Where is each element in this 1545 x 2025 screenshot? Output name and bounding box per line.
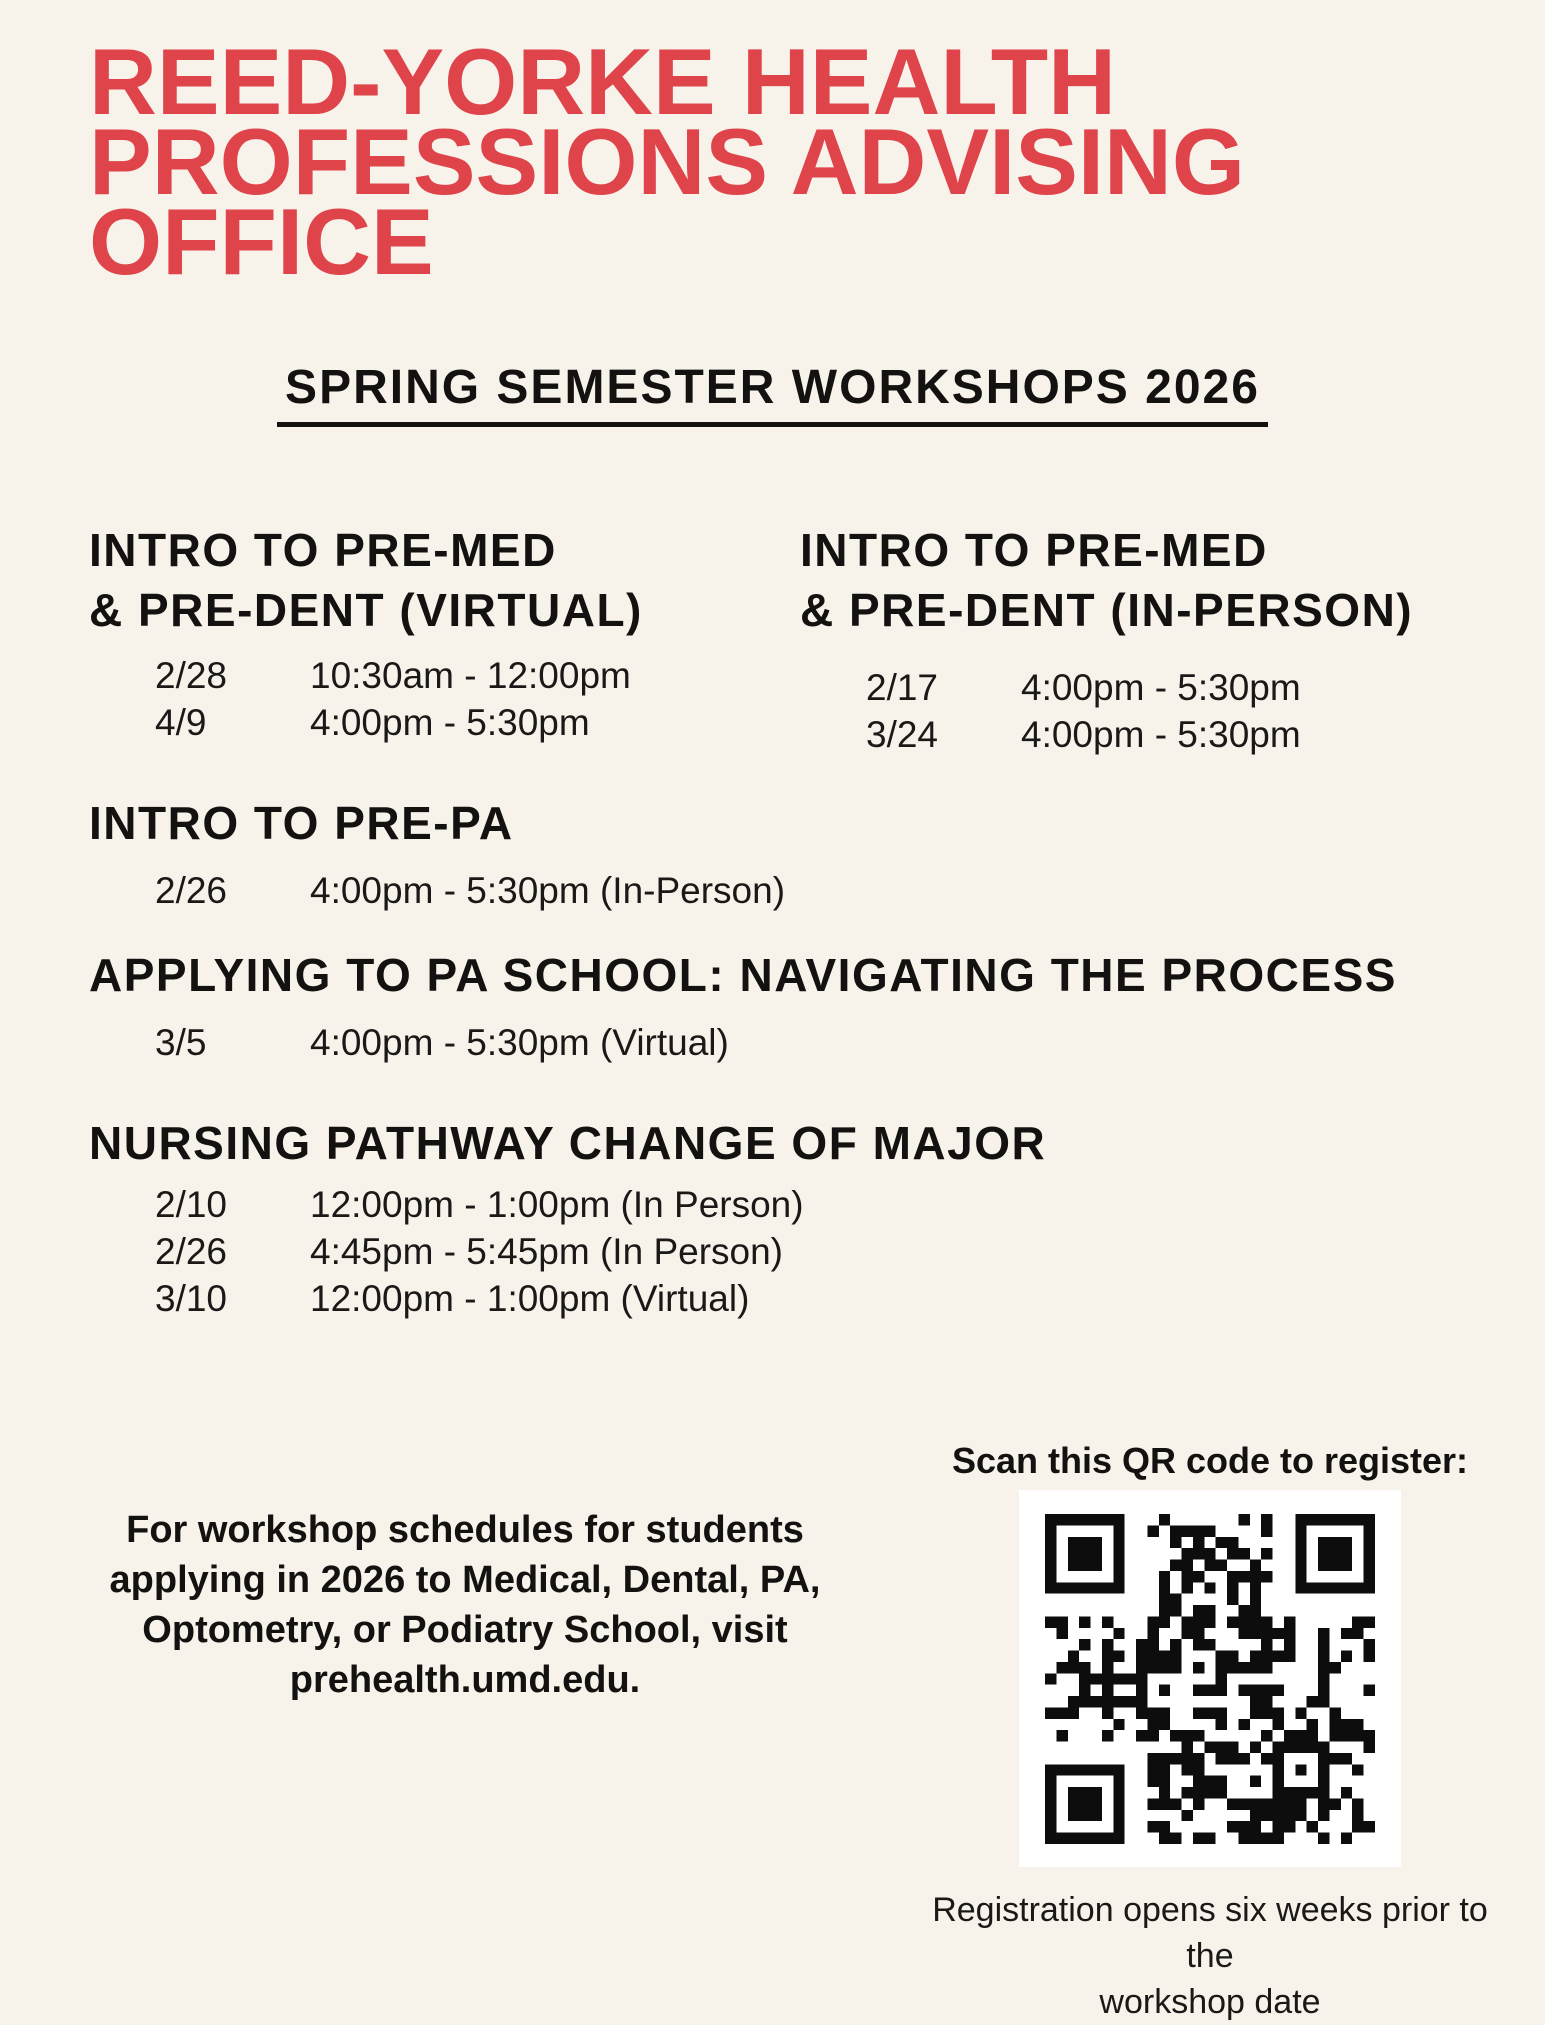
session-time: 4:00pm - 5:30pm bbox=[1021, 667, 1301, 708]
session-time: 4:00pm - 5:30pm (In-Person) bbox=[310, 870, 786, 911]
section-premed-predent-virtual bbox=[89, 520, 643, 746]
session-time: 10:30am - 12:00pm bbox=[310, 655, 631, 696]
qr-heading: Scan this QR code to register: bbox=[951, 1440, 1469, 1481]
info-line: prehealth.umd.edu. bbox=[289, 1659, 641, 1701]
session-date: 3/5 bbox=[155, 1022, 207, 1063]
session-date: 3/24 bbox=[866, 714, 939, 755]
qr-register-block bbox=[925, 1440, 1495, 2025]
qr-code-icon bbox=[1045, 1514, 1375, 1844]
page-title bbox=[89, 29, 1246, 294]
session-list bbox=[89, 652, 643, 746]
section-premed-predent-inperson bbox=[800, 520, 1413, 758]
session-row bbox=[155, 652, 643, 699]
session-list bbox=[89, 867, 785, 914]
session-row bbox=[155, 867, 785, 914]
session-time: 12:00pm - 1:00pm (Virtual) bbox=[310, 1278, 750, 1319]
session-row bbox=[155, 1019, 1397, 1066]
section-title: INTRO TO PRE-MED & PRE-DENT (VIRTUAL) bbox=[89, 524, 643, 636]
session-time: 4:45pm - 5:45pm (In Person) bbox=[310, 1231, 783, 1272]
session-row bbox=[155, 1228, 1046, 1275]
qr-caption bbox=[925, 1887, 1495, 2025]
session-time: 12:00pm - 1:00pm (In Person) bbox=[310, 1184, 804, 1225]
session-date: 2/26 bbox=[155, 1231, 228, 1272]
session-time: 4:00pm - 5:30pm (Virtual) bbox=[310, 1022, 729, 1063]
section-applying-pa-school bbox=[89, 945, 1397, 1066]
session-row bbox=[155, 1181, 1046, 1228]
subtitle-container bbox=[0, 360, 1545, 427]
section-title: INTRO TO PRE-PA bbox=[89, 797, 514, 849]
session-date: 2/10 bbox=[155, 1184, 228, 1225]
title-line-3: OFFICE bbox=[89, 189, 434, 294]
section-intro-pre-pa bbox=[89, 793, 785, 914]
session-date: 4/9 bbox=[155, 702, 207, 743]
session-date: 3/10 bbox=[155, 1278, 228, 1319]
session-date: 2/26 bbox=[155, 870, 228, 911]
info-line: For workshop schedules for students bbox=[126, 1509, 804, 1551]
session-date: 2/17 bbox=[866, 667, 939, 708]
section-title: INTRO TO PRE-MED & PRE-DENT (IN-PERSON) bbox=[800, 524, 1414, 636]
session-row bbox=[155, 1275, 1046, 1322]
subtitle: SPRING SEMESTER WORKSHOPS 2026 bbox=[277, 360, 1268, 427]
session-time: 4:00pm - 5:30pm bbox=[1021, 714, 1301, 755]
session-list bbox=[89, 1181, 1046, 1322]
info-paragraph bbox=[85, 1505, 845, 1705]
session-time: 4:00pm - 5:30pm bbox=[310, 702, 590, 743]
info-line: Optometry, or Podiatry School, visit bbox=[142, 1609, 788, 1651]
title-line-1: REED-YORKE HEALTH bbox=[89, 29, 1117, 134]
info-line: applying in 2026 to Medical, Dental, PA, bbox=[109, 1559, 821, 1601]
title-line-2: PROFESSIONS ADVISING bbox=[89, 109, 1246, 214]
section-title: NURSING PATHWAY CHANGE OF MAJOR bbox=[89, 1117, 1047, 1169]
qr-caption-line: Registration opens six weeks prior to the bbox=[932, 1891, 1488, 1975]
session-list bbox=[800, 664, 1413, 758]
session-row bbox=[866, 664, 1413, 711]
qr-caption-line: workshop date bbox=[1099, 1983, 1321, 2021]
session-list bbox=[89, 1019, 1397, 1066]
session-row bbox=[866, 711, 1413, 758]
section-nursing-pathway bbox=[89, 1113, 1046, 1322]
session-date: 2/28 bbox=[155, 655, 228, 696]
qr-code bbox=[1019, 1490, 1401, 1867]
session-row bbox=[155, 699, 643, 746]
section-title: APPLYING TO PA SCHOOL: NAVIGATING THE PROCESS bbox=[89, 949, 1397, 1001]
